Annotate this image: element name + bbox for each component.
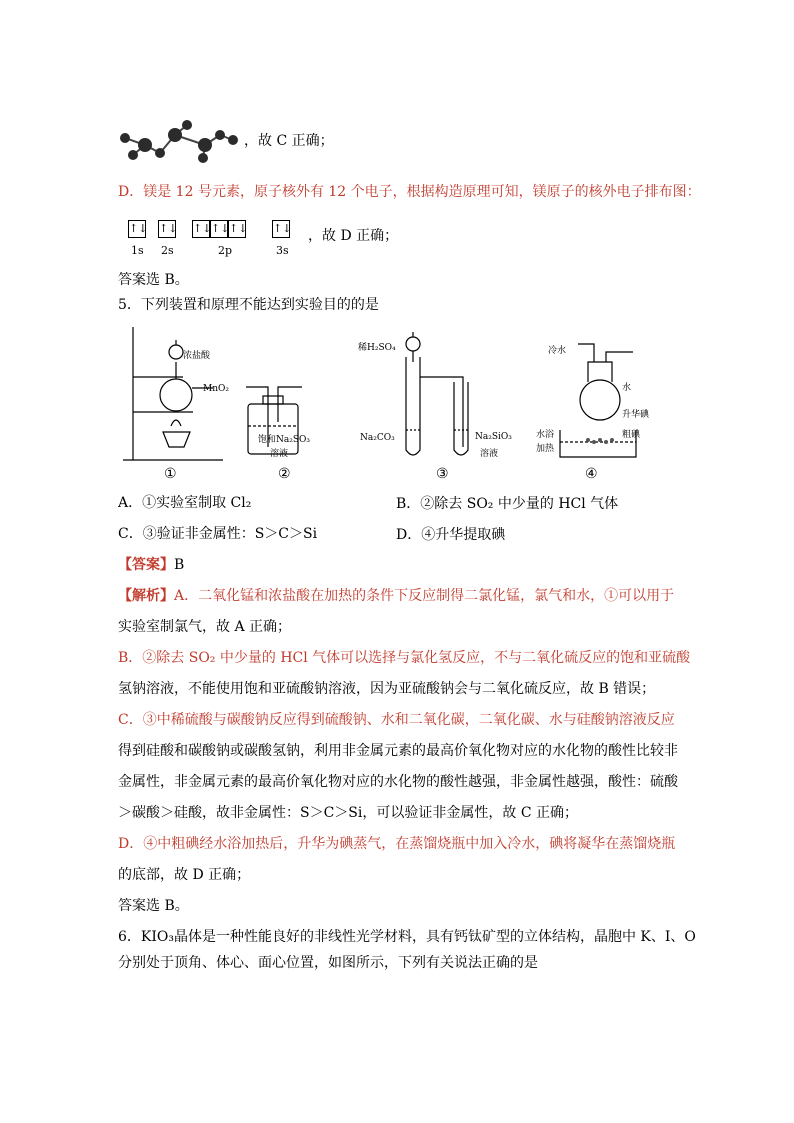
analysis-line: 氢钠溶液，不能使用饱和亚硫酸钠溶液，因为亚硫酸钠会与二氧化硫反应，故 B 错误； (118, 681, 656, 697)
molecule-diagram (115, 120, 240, 165)
analysis-line: 的底部，故 D 正确； (118, 867, 251, 883)
analysis-line: ＞碳酸＞硅酸，故非金属性：S＞C＞Si，可以验证非金属性，故 C 正确； (118, 805, 578, 821)
label-mno2: MnO₂ (203, 384, 229, 394)
orbital-label: 3s (276, 244, 289, 257)
option-b: B．②除去 SO₂ 中少量的 HCl 气体 (396, 496, 619, 512)
label-crude-iodine: 粗碘 (622, 430, 641, 440)
option-d: D．④升华提取碘 (396, 527, 506, 543)
analysis-line: 实验室制氯气，故 A 正确； (118, 619, 292, 635)
q6-line-2: 分别处于顶角、体心、面心位置，如图所示，下列有关说法正确的是 (118, 955, 538, 971)
molecule-suffix: ，故 C 正确； (244, 133, 334, 149)
label-dil-h2so4: 稀H₂SO₄ (358, 343, 396, 353)
answer-value: B (174, 557, 185, 573)
label-cold-water: 冷水 (548, 346, 567, 356)
analysis-line: D．④中粗碘经水浴加热后，升华为碘蒸气，在蒸馏烧瓶中加入冷水，碘将凝华在蒸馏烧瓶 (118, 836, 676, 852)
fig-number-3: ③ (436, 466, 449, 482)
orbital-3s: ↑↓ (272, 220, 290, 238)
orbital-2s: ↑↓ (158, 220, 176, 238)
label-na2sio3: Na₂SiO₃ (475, 432, 512, 442)
option-a: A．①实验室制取 Cl₂ (118, 495, 252, 511)
analysis-line: 【解析】A．二氧化锰和浓盐酸在加热的条件下反应制得二氯化锰，氯气和水，①可以用于 (118, 588, 675, 604)
analysis-tag: 【解析】 (118, 588, 174, 604)
answer-line (118, 555, 184, 575)
d-line: D．镁是 12 号元素，原子核外有 12 个电子，根据构造原理可知，镁原子的核外电子排布图： (118, 184, 701, 200)
analysis-line: 得到硅酸和碳酸钠或碳酸氢钠，利用非金属元素的最高价氧化物对应的水化物的酸性比较非 (118, 743, 678, 759)
label-solution2: 溶液 (480, 449, 499, 459)
fig-number-4: ④ (585, 466, 598, 482)
orbital-label: 1s (131, 244, 144, 257)
answer-tag: 【答案】 (118, 557, 174, 573)
orbital-suffix: ，故 D 正确； (308, 228, 399, 244)
q5-stem: 5．下列装置和原理不能达到实验目的的是 (118, 297, 379, 313)
label-na2co3: Na₂CO₃ (360, 433, 395, 443)
label-solution: 溶液 (270, 449, 289, 459)
label-conc-hcl: 浓盐酸 (183, 351, 211, 361)
option-c: C．③验证非金属性：S＞C＞Si (118, 526, 318, 542)
orbital-label: 2p (218, 244, 233, 257)
final-answer: 答案选 B。 (118, 898, 189, 914)
orbital-1s: ↑↓ (128, 220, 146, 238)
label-heating: 加热 (536, 444, 555, 454)
label-sublimed-iodine: 升华碘 (622, 410, 650, 420)
fig-number-1: ① (164, 466, 177, 482)
answer-q4: 答案选 B。 (118, 272, 189, 288)
label-water: 水 (622, 383, 632, 393)
orbital-2p: ↑↓ ↑↓ ↑↓ (192, 220, 246, 238)
q6-line-1: 6．KIO₃晶体是一种性能良好的非线性光学材料，具有钙钛矿型的立体结构，晶胞中 K、I、O (118, 929, 696, 945)
orbital-label: 2s (161, 244, 174, 257)
label-sat-na2so3: 饱和Na₂SO₃ (258, 435, 311, 445)
analysis-line: C．③中稀硫酸与碳酸钠反应得到硫酸钠、水和二氧化碳，二氧化碳、水与硅酸钠溶液反应 (118, 712, 675, 728)
label-water-bath: 水浴 (536, 430, 555, 440)
fig-number-2: ② (278, 466, 291, 482)
analysis-line: 金属性，非金属元素的最高价氧化物对应的水化物的酸性越强，非金属性越强，酸性：硫酸 (118, 774, 678, 790)
analysis-line: B．②除去 SO₂ 中少量的 HCl 气体可以选择与氯化氢反应，不与二氧化硫反应的饱和亚硫酸 (118, 650, 691, 666)
